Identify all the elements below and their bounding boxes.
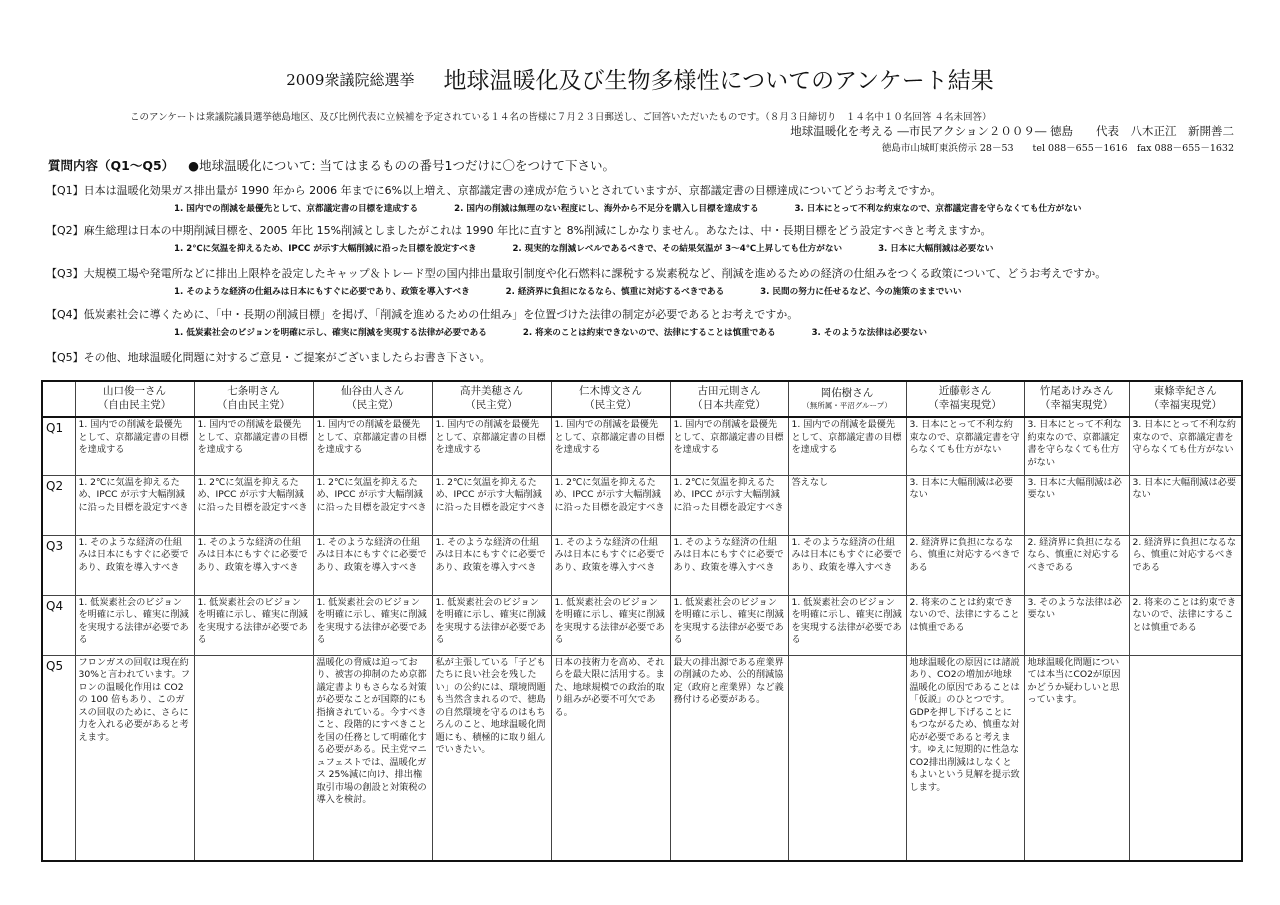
answer-cell: 1. 低炭素社会のビジョンを明確に示し、確実に削減を実現する法律が必要である — [788, 595, 906, 655]
answer-cell: 1. 2℃に気温を抑えるため、IPCC が示す大幅削減に沿った目標を設定すべき — [313, 475, 432, 535]
answer-cell: 1. 2℃に気温を抑えるため、IPCC が示す大幅削減に沿った目標を設定すべき — [670, 475, 788, 535]
answer-cell: 2. 経済界に負担になるなら、慎重に対応するべきである — [906, 535, 1024, 595]
candidate-party: （日本共産党） — [692, 399, 766, 411]
address-line: 徳島市山城町東浜傍示 28－53 tel 088－655－1616 fax 088－655－1632 — [881, 143, 1234, 154]
candidate-header — [1024, 381, 1129, 417]
candidate-party: （自由民主党） — [216, 399, 291, 411]
answer-cell: フロンガスの回収は現在約 30%と言われています。フロンの温暖化作用は CO2の 100 倍もあり、このガスの回収のために、さらに力を入れる必要があると考えます。 — [75, 655, 194, 861]
answer-cell: 1. 国内での削減を最優先として、京都議定書の目標を達成する — [194, 417, 313, 475]
question-options — [174, 202, 1117, 214]
answer-cell: 1. 国内での削減を最優先として、京都議定書の目標を達成する — [670, 417, 788, 475]
answer-cell: 1. 国内での削減を最優先として、京都議定書の目標を達成する — [75, 417, 194, 475]
answer-cell: 1. そのような経済の仕組みは日本にもすぐに必要であり、政策を導入すべき — [551, 535, 670, 595]
option: 2. 国内の削減は無理のない程度にし、海外から不足分を購入し目標を達成する — [454, 204, 759, 214]
table-row — [42, 535, 1242, 595]
answer-cell: 3. 日本に大幅削減は必要ない — [1024, 475, 1129, 535]
candidate-name: 高井美穂さん — [460, 385, 523, 398]
candidate-header — [194, 381, 313, 417]
answer-cell — [1129, 655, 1242, 861]
intro-text: このアンケートは衆議院議員選挙徳島地区、及び比例代表に立候補を予定されている１４名の皆様に７月２３日郵送し、ご回答いただいたものです。（８月３日締切り １４名中１０名回答 ４名未回答） — [130, 112, 992, 123]
title-election: 2009衆議院総選挙 — [286, 71, 415, 89]
candidate-name: 竹尾あけみさん — [1039, 385, 1114, 398]
candidate-header — [551, 381, 670, 417]
page-title — [0, 62, 1280, 95]
organization-line: 地球温暖化を考える ―市民アクション２００９― 徳島 代表 八木正江 新開善二 — [790, 124, 1234, 138]
question-options — [174, 285, 997, 297]
option: 1. そのような経済の仕組みは日本にもすぐに必要であり、政策を導入すべき — [174, 287, 470, 297]
option: 2. 現実的な削減レベルであるべきで、その結果気温が 3～4℃上昇しても仕方がない — [512, 244, 843, 254]
row-label: Q1 — [42, 417, 75, 475]
row-label: Q2 — [42, 475, 75, 535]
row-label: Q3 — [42, 535, 75, 595]
answer-cell: 1. 低炭素社会のビジョンを明確に示し、確実に削減を実現する法律が必要である — [313, 595, 432, 655]
answer-cell: 1. そのような経済の仕組みは日本にもすぐに必要であり、政策を導入すべき — [670, 535, 788, 595]
results-table — [41, 380, 1243, 862]
answer-cell: 3. そのような法律は必要ない — [1024, 595, 1129, 655]
option: 3. 民間の努力に任せるなど、今の施策のままでいい — [760, 287, 962, 297]
answer-cell: 1. 低炭素社会のビジョンを明確に示し、確実に削減を実現する法律が必要である — [194, 595, 313, 655]
answer-cell: 1. 2℃に気温を抑えるため、IPCC が示す大幅削減に沿った目標を設定すべき — [194, 475, 313, 535]
answer-cell: 1. 国内での削減を最優先として、京都議定書の目標を達成する — [432, 417, 551, 475]
answer-cell: 私が主張している「子どもたちに良い社会を残したい」の公約には、環境問題も当然含まれるので、徳島の自然環境を守るのはもちろんのこと、地球温暖化問題にも、積極的に取り組んでいきたい。 — [432, 655, 551, 861]
answer-cell: 1. そのような経済の仕組みは日本にもすぐに必要であり、政策を導入すべき — [194, 535, 313, 595]
answer-cell: 3. 日本に大幅削減は必要ない — [1129, 475, 1242, 535]
candidate-party: （民主党） — [465, 399, 518, 411]
answer-cell: 1. 国内での削減を最優先として、京都議定書の目標を達成する — [788, 417, 906, 475]
option: 1. 低炭素社会のビジョンを明確に示し、確実に削減を実現する法律が必要である — [174, 328, 487, 338]
question-options — [174, 242, 1029, 254]
answer-cell: 1. そのような経済の仕組みは日本にもすぐに必要であり、政策を導入すべき — [313, 535, 432, 595]
answer-cell: 3. 日本にとって不利な約束なので、京都議定書を守らなくても仕方がない — [906, 417, 1024, 475]
answer-cell: 地球温暖化問題については本当にCO2が原因かどうか疑わしいと思っています。 — [1024, 655, 1129, 861]
answer-cell: 2. 将来のことは約束できないので、法律にすることは慎重である — [906, 595, 1024, 655]
answer-cell: 1. そのような経済の仕組みは日本にもすぐに必要であり、政策を導入すべき — [788, 535, 906, 595]
answer-cell: 2. 経済界に負担になるなら、慎重に対応するべきである — [1024, 535, 1129, 595]
corner-cell — [42, 381, 75, 417]
option: 2. 経済界に負担になるなら、慎重に対応するべきである — [505, 287, 725, 297]
answer-cell: 3. 日本に大幅削減は必要ない — [906, 475, 1024, 535]
candidate-party: （幸福実現党） — [928, 399, 1002, 411]
candidate-name: 東條幸紀さん — [1153, 385, 1217, 398]
candidate-name: 近藤彰さん — [938, 385, 992, 398]
answer-cell: 1. 国内での削減を最優先として、京都議定書の目標を達成する — [551, 417, 670, 475]
question-header — [48, 156, 615, 174]
header-row — [42, 381, 1242, 417]
answer-cell: 1. 低炭素社会のビジョンを明確に示し、確実に削減を実現する法律が必要である — [432, 595, 551, 655]
answer-cell: 1. 2℃に気温を抑えるため、IPCC が示す大幅削減に沿った目標を設定すべき — [432, 475, 551, 535]
candidate-name: 仁木博文さん — [579, 385, 642, 398]
question-header-instruction: ●地球温暖化について: 当てはまるものの番号1つだけに〇をつけて下さい。 — [188, 158, 615, 173]
candidate-party: （民主党） — [346, 399, 399, 411]
option: 3. 日本に大幅削減は必要ない — [878, 244, 994, 254]
answer-cell: 1. そのような経済の仕組みは日本にもすぐに必要であり、政策を導入すべき — [75, 535, 194, 595]
candidate-name: 岡佑樹さん — [820, 387, 874, 400]
answer-cell — [788, 655, 906, 861]
answer-cell: 最大の排出源である産業界の削減のため、公的削減協定（政府と産業界）など義務付ける必要がある。 — [670, 655, 788, 861]
answer-cell: 1. 国内での削減を最優先として、京都議定書の目標を達成する — [313, 417, 432, 475]
answer-cell — [194, 655, 313, 861]
question-text: 【Q1】日本は温暖化効果ガス排出量が 1990 年から 2006 年までに6%以上増え、京都議定書の達成が危ういとされていますが、京都議定書の目標達成についてどうお考えですか。 — [46, 184, 942, 197]
question-text: 【Q3】大規模工場や発電所などに排出上限枠を設定したキャップ＆トレード型の国内排出量取引制度や化石燃料に課税する炭素税など、削減を進めるための経済の仕組みをつくる政策について、どうお考えですか。 — [46, 267, 1107, 280]
candidate-party: （無所属・平沼グループ） — [802, 400, 892, 410]
answer-cell: 3. 日本にとって不利な約束なので、京都議定書を守らなくても仕方がない — [1024, 417, 1129, 475]
answer-cell: 1. 低炭素社会のビジョンを明確に示し、確実に削減を実現する法律が必要である — [670, 595, 788, 655]
answer-cell: 1. 2℃に気温を抑えるため、IPCC が示す大幅削減に沿った目標を設定すべき — [75, 475, 194, 535]
candidate-header — [788, 381, 906, 417]
answer-cell: 1. 低炭素社会のビジョンを明確に示し、確実に削減を実現する法律が必要である — [75, 595, 194, 655]
question-text: 【Q2】麻生総理は日本の中期削減目標を、2005 年比 15%削減としましたがこれは 1990 年比に直すと 8%削減にしかなりません。あなたは、中・長期目標をどう設定すべきと考えますか。 — [46, 224, 992, 237]
candidate-party: （幸福実現党） — [1039, 399, 1114, 411]
candidate-header — [670, 381, 788, 417]
row-label: Q4 — [42, 595, 75, 655]
table-row — [42, 417, 1242, 475]
table-row — [42, 595, 1242, 655]
candidate-name: 仙谷由人さん — [341, 385, 404, 398]
candidate-name: 七条明さん — [227, 385, 280, 398]
answer-cell: 答えなし — [788, 475, 906, 535]
candidate-header — [75, 381, 194, 417]
title-main: 地球温暖化及び生物多様性についてのアンケート結果 — [443, 68, 994, 94]
candidate-header — [1129, 381, 1242, 417]
option: 1. 2℃に気温を抑えるため、IPCC が示す大幅削減に沿った目標を設定すべき — [174, 244, 477, 254]
candidate-header — [313, 381, 432, 417]
answer-cell: 3. 日本にとって不利な約束なので、京都議定書を守らなくても仕方がない — [1129, 417, 1242, 475]
candidate-header — [906, 381, 1024, 417]
question-header-label: 質問内容（Q1～Q5） — [48, 158, 175, 173]
answer-cell: 2. 将来のことは約束できないので、法律にすることは慎重である — [1129, 595, 1242, 655]
answer-cell: 日本の技術力を高め、それらを最大限に活用する。また、地球規模での政治的取り組みが必要不可欠である。 — [551, 655, 670, 861]
question-text: 【Q4】低炭素社会に導くために、「中・長期の削減目標」を掲げ、「削減を進めるための仕組み」を位置づけた法律の制定が必要であるとお考えですか。 — [46, 308, 799, 321]
candidate-party: （幸福実現党） — [1148, 399, 1222, 411]
answer-cell: 1. 低炭素社会のビジョンを明確に示し、確実に削減を実現する法律が必要である — [551, 595, 670, 655]
option: 3. 日本にとって不利な約束なので、京都議定書を守らなくても仕方がない — [794, 204, 1082, 214]
question-options — [174, 326, 963, 338]
answer-cell: 地球温暖化の原因には諸説あり、CO2の増加が地球温暖化の原因であることは「仮説」のひとつです。GDPを押し下げることにもつながるため、慎重な対応が必要であると考えます。ゆえに短期的に性急なCO2排出削減はしなくともよいという見解を提示致します。 — [906, 655, 1024, 861]
candidate-party: （自由民主党） — [97, 399, 172, 411]
candidate-name: 山口俊一さん — [103, 385, 166, 398]
answer-cell: 1. 2℃に気温を抑えるため、IPCC が示す大幅削減に沿った目標を設定すべき — [551, 475, 670, 535]
answer-cell: 温暖化の脅威は迫っており、被害の抑制のため京都議定書よりもさらなる対策が必要なことが国際的にも指摘されている。今すべきこと、段階的にすべきことを国の任務として明確化する必要がある。民主党マニュフェストでは、温暖化ガス 25%減に向け、排出権取引市場の創設と対策税の導入を検討。 — [313, 655, 432, 861]
row-label: Q5 — [42, 655, 75, 861]
table-row — [42, 475, 1242, 535]
table-row — [42, 655, 1242, 861]
answer-cell: 1. そのような経済の仕組みは日本にもすぐに必要であり、政策を導入すべき — [432, 535, 551, 595]
answer-cell: 2. 経済界に負担になるなら、慎重に対応するべきである — [1129, 535, 1242, 595]
option: 1. 国内での削減を最優先として、京都議定書の目標を達成する — [174, 204, 419, 214]
option: 2. 将来のことは約束できないので、法律にすることは慎重である — [522, 328, 776, 338]
candidate-header — [432, 381, 551, 417]
question-text: 【Q5】その他、地球温暖化問題に対するご意見・ご提案がございましたらお書き下さい。 — [46, 351, 491, 364]
option: 3. そのような法律は必要ない — [811, 328, 927, 338]
candidate-name: 古田元則さん — [697, 385, 761, 398]
candidate-party: （民主党） — [584, 399, 637, 411]
